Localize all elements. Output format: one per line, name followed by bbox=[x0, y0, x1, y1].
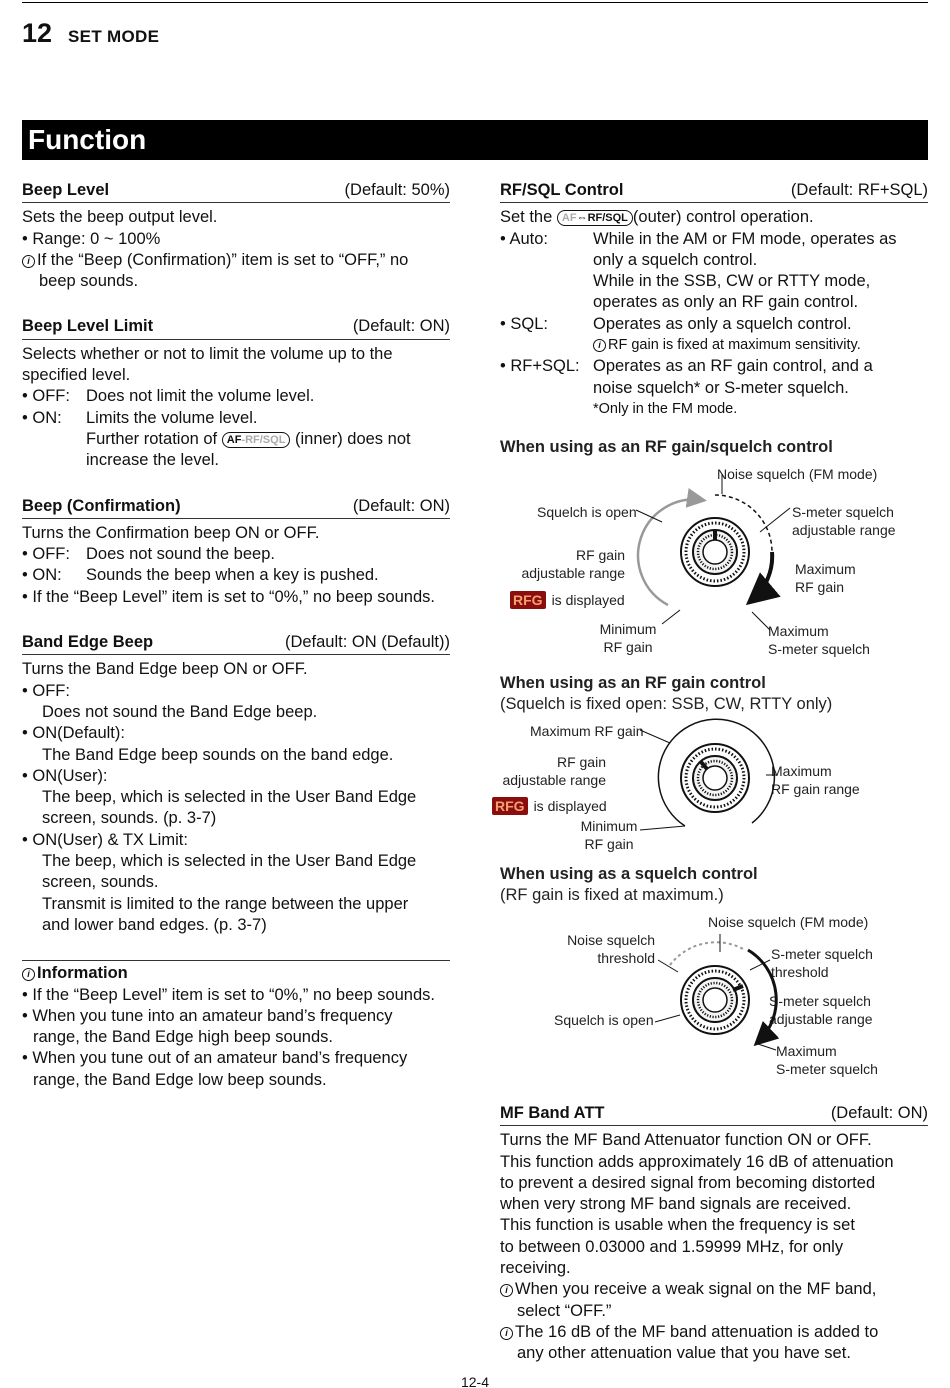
range: • Range: 0 ~ 100% bbox=[22, 229, 161, 248]
label-noise-fm: Noise squelch (FM mode) bbox=[717, 466, 878, 482]
band-edge-beep-section bbox=[22, 632, 450, 936]
mf-text: when very strong MF band signals are received. bbox=[500, 1195, 852, 1214]
rfg-badge: RFG bbox=[492, 797, 528, 815]
further-text-c: increase the level. bbox=[86, 451, 219, 470]
info-icon: i bbox=[22, 255, 35, 268]
mf-text: to prevent a desired signal from becoming distorted bbox=[500, 1173, 876, 1192]
diagram1-heading: When using as an RF gain/squelch control bbox=[500, 438, 833, 456]
option-ontx-value: Transmit is limited to the range between the upper bbox=[42, 894, 409, 913]
rfg-badge: RFG bbox=[510, 591, 546, 609]
option-ondef-value: The Band Edge beep sounds on the band edge. bbox=[42, 745, 394, 764]
label-noise-fm: Noise squelch (FM mode) bbox=[708, 914, 869, 930]
option-onuser-value: screen, sounds. (p. 3-7) bbox=[42, 809, 217, 828]
info-bullet: • When you tune into an amateur band’s frequency bbox=[22, 1006, 393, 1025]
knob2-icon bbox=[681, 744, 749, 812]
label-maximum-rf: Maximum RF gain bbox=[795, 561, 856, 595]
label-rfg-displayed: RFG is displayed bbox=[510, 591, 625, 609]
section-default: (Default: ON) bbox=[352, 317, 450, 336]
mf-text: receiving. bbox=[500, 1259, 571, 1278]
label-rf-adjustable: RF gain adjustable range bbox=[521, 547, 625, 581]
section-title: Beep Level Limit bbox=[22, 317, 154, 336]
mf-note: i The 16 dB of the MF band attenuation is added to bbox=[500, 1322, 928, 1343]
set-line: Set the AF⇔RF/SQL (outer) control operation. bbox=[500, 208, 814, 227]
label-maximum-rf-gain: Maximum RF gain bbox=[530, 723, 644, 739]
option-key: • OFF: bbox=[22, 387, 70, 406]
label-minimum-rf: Minimum RF gain bbox=[599, 621, 657, 655]
label-smeter-adjustable: S-meter squelch adjustable range bbox=[769, 993, 873, 1027]
mf-text: to between 0.03000 and 1.59999 MHz, for only bbox=[500, 1237, 844, 1256]
info-bullet-cont: range, the Band Edge high beep sounds. bbox=[33, 1028, 333, 1047]
beep-level-limit-section bbox=[22, 316, 450, 471]
info-icon: i bbox=[593, 339, 606, 352]
knob3-icon bbox=[681, 966, 749, 1034]
section-default: (Default: RF+SQL) bbox=[790, 181, 928, 199]
section-default: (Default: ON (Default)) bbox=[284, 633, 450, 652]
option-value: Limits the volume level. bbox=[86, 408, 258, 427]
mf-note-cont: any other attenuation value that you have set. bbox=[517, 1344, 851, 1363]
label-rf-adjustable: RF gain adjustable range bbox=[502, 754, 606, 788]
smeter-range-arrow bbox=[752, 552, 772, 600]
diagram2-heading: When using as an RF gain control (Squelch is fixed open: SSB, CW, RTTY only) bbox=[500, 674, 833, 714]
section-default: (Default: ON) bbox=[830, 1104, 928, 1122]
section-heading bbox=[500, 180, 928, 203]
option-ondef: • ON(Default): bbox=[22, 724, 125, 743]
section-default: (Default: 50%) bbox=[344, 181, 450, 199]
mf-text: Turns the MF Band Attenuator function ON or OFF. bbox=[500, 1131, 872, 1150]
mf-text: This function is usable when the frequency is set bbox=[500, 1216, 855, 1235]
diagram3-heading: When using as a squelch control (RF gain is fixed at maximum.) bbox=[500, 865, 758, 905]
option-value: Does not limit the volume level. bbox=[86, 387, 315, 406]
option-on-cont2 bbox=[22, 450, 450, 471]
chapter-header bbox=[22, 18, 159, 49]
label-rfg-displayed: RFG is displayed bbox=[492, 797, 607, 815]
note bbox=[22, 250, 450, 271]
option-ontx-value: and lower band edges. (p. 3-7) bbox=[42, 915, 267, 934]
beep-confirmation-section bbox=[22, 496, 450, 608]
beep-level-section bbox=[22, 180, 450, 292]
section-heading bbox=[22, 496, 450, 519]
desc: Turns the Confirmation beep ON or OFF. bbox=[22, 523, 320, 542]
desc: Selects whether or not to limit the volume up to the bbox=[22, 344, 393, 363]
label-rf-gain-range: Maximum RF gain range bbox=[771, 763, 860, 797]
option-ontx: • ON(User) & TX Limit: bbox=[22, 830, 188, 849]
section-heading bbox=[22, 180, 450, 203]
af-rfsql-knob-icon: AF⇔RF/SQL bbox=[557, 210, 633, 226]
af-rfsql-knob-icon: AF-RF/SQL bbox=[222, 432, 291, 448]
note-text: If the “Beep (Confirmation)” item is set to “OFF,” no bbox=[37, 250, 409, 269]
mf-text: This function adds approximately 16 dB of attenuation bbox=[500, 1152, 894, 1171]
section-title: Beep Level bbox=[22, 181, 110, 199]
label-maximum-smeter: Maximum S-meter squelch bbox=[776, 1043, 878, 1077]
section-banner: Function bbox=[22, 120, 928, 160]
label-smeter-adjustable: S-meter squelch adjustable range bbox=[792, 504, 896, 538]
info-icon: i bbox=[500, 1327, 513, 1340]
chapter-number: 12 bbox=[22, 18, 53, 48]
mf-band-att-section bbox=[500, 1103, 928, 1365]
info-icon: i bbox=[500, 1284, 513, 1297]
section-default: (Default: ON) bbox=[352, 496, 450, 515]
section-heading bbox=[22, 316, 450, 339]
desc: Turns the Band Edge beep ON or OFF. bbox=[22, 660, 308, 679]
section-title: MF Band ATT bbox=[500, 1104, 605, 1122]
section-heading bbox=[22, 632, 450, 655]
knob-diagrams bbox=[490, 460, 940, 1100]
label-minimum-rf: Minimum RF gain bbox=[580, 818, 638, 852]
option-off bbox=[22, 386, 450, 407]
option-off-value: Does not sound the Band Edge beep. bbox=[42, 702, 318, 721]
option-off: • OFF: Does not sound the beep. bbox=[22, 545, 275, 564]
info-bullet: • If the “Beep Level” item is set to “0%,” no beep sounds. bbox=[22, 985, 435, 1004]
mf-note-cont: select “OFF.” bbox=[517, 1301, 612, 1320]
mf-note: i When you receive a weak signal on the MF band, bbox=[500, 1279, 928, 1300]
info-bullet-cont: range, the Band Edge low beep sounds. bbox=[33, 1070, 327, 1089]
option-onuser: • ON(User): bbox=[22, 766, 108, 785]
desc: specified level. bbox=[22, 366, 131, 385]
info-bullet: • When you tune out of an amateur band’s frequency bbox=[22, 1049, 408, 1068]
note: • If the “Beep Level” item is set to “0%,” no beep sounds. bbox=[22, 587, 435, 606]
top-rule bbox=[22, 2, 928, 3]
label-smeter-threshold: S-meter squelch threshold bbox=[771, 946, 873, 980]
left-column bbox=[22, 180, 450, 1115]
option-key: • ON: bbox=[22, 408, 62, 427]
label-squelch-open: Squelch is open bbox=[554, 1012, 654, 1028]
page-number: 12-4 bbox=[460, 1374, 490, 1388]
option-off: • OFF: bbox=[22, 681, 70, 700]
rfsql-section: RF/SQL Control (Default: RF+SQL) Set the AF⇔RF/SQL (outer) control operation. • Auto: While in the AM or FM mode, operates as only a squelch control. While in the SSB, CW or RTTY mode, operates as only an RF gain control. • SQL: Operates as only a squelch control. i RF gain is fixed at maximum sensitivity. • RF+SQL: Operates as an RF gain control, and a noise squelch* or S-meter squelch. *Only in the FM mode. bbox=[500, 181, 928, 417]
knob1-icon bbox=[681, 518, 749, 586]
option-ontx-value: screen, sounds. bbox=[42, 873, 159, 892]
option-on: • ON: Sounds the beep when a key is pushed. bbox=[22, 566, 379, 585]
section-heading bbox=[500, 1103, 928, 1126]
label-noise-threshold: Noise squelch threshold bbox=[567, 932, 655, 966]
section-title: Beep (Confirmation) bbox=[22, 496, 181, 515]
chapter-title: SET MODE bbox=[68, 27, 160, 46]
label-squelch-open: Squelch is open bbox=[537, 504, 637, 520]
right-column bbox=[500, 180, 928, 444]
note-cont: beep sounds. bbox=[39, 272, 139, 291]
option-onuser-value: The beep, which is selected in the User Band Edge bbox=[42, 788, 417, 807]
further-text: Further rotation of bbox=[86, 429, 218, 448]
information-heading: i Information bbox=[22, 960, 450, 984]
option-on-cont bbox=[22, 429, 450, 450]
desc: Sets the beep output level. bbox=[22, 208, 218, 227]
info-icon: i bbox=[22, 968, 35, 981]
section-title: RF/SQL Control bbox=[500, 181, 624, 199]
label-maximum-smeter: Maximum S-meter squelch bbox=[768, 623, 870, 657]
section-title: Band Edge Beep bbox=[22, 633, 154, 652]
information-section bbox=[22, 960, 450, 1091]
option-ontx-value: The beep, which is selected in the User Band Edge bbox=[42, 852, 417, 871]
option-on bbox=[22, 408, 450, 429]
further-text-b: (inner) does not bbox=[295, 429, 411, 448]
